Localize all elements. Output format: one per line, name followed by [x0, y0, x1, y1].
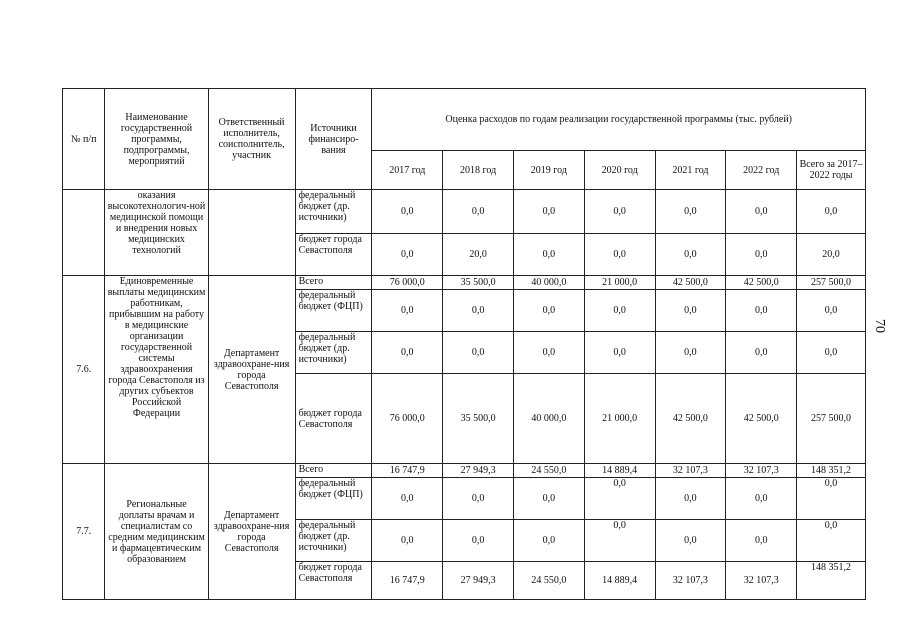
value-cell: 76 000,0	[372, 276, 443, 290]
value-cell: 0,0	[584, 520, 655, 562]
value-cell: 24 550,0	[513, 464, 584, 478]
value-cell: 0,0	[513, 478, 584, 520]
cont-responsible	[208, 190, 295, 276]
value-cell: 0,0	[443, 190, 514, 234]
value-cell: 0,0	[655, 478, 726, 520]
expenses-table	[62, 88, 866, 600]
value-cell: 16 747,9	[372, 562, 443, 600]
header-year: 2018 год	[443, 151, 514, 190]
value-cell: 35 500,0	[443, 276, 514, 290]
header-year: 2022 год	[726, 151, 797, 190]
source-cell: федеральный бюджет (др. источники)	[295, 332, 372, 374]
value-cell: 257 500,0	[797, 374, 866, 464]
value-cell: 0,0	[655, 332, 726, 374]
value-cell: 35 500,0	[443, 374, 514, 464]
section-name: Региональные доплаты врачам и специалистам со средним медицинским и фармацевтическим образованием	[105, 464, 208, 600]
value-cell: 40 000,0	[513, 374, 584, 464]
value-cell: 32 107,3	[726, 562, 797, 600]
value-cell: 0,0	[797, 520, 866, 562]
page-number: 70	[872, 319, 887, 333]
value-cell: 0,0	[372, 290, 443, 332]
source-cell: федеральный бюджет (др. источники)	[295, 520, 372, 562]
header-responsible: Ответственный исполнитель, соисполнитель, участник	[208, 89, 295, 190]
value-cell: 32 107,3	[655, 562, 726, 600]
source-cell: Всего	[295, 464, 372, 478]
value-cell: 0,0	[513, 234, 584, 276]
section-responsible: Департамент здравоохране-ния города Севастополя	[208, 276, 295, 464]
section-num: 7.6.	[63, 276, 105, 464]
value-cell: 148 351,2	[797, 562, 866, 600]
cont-num	[63, 190, 105, 276]
value-cell: 42 500,0	[655, 374, 726, 464]
value-cell: 42 500,0	[655, 276, 726, 290]
value-cell: 0,0	[797, 332, 866, 374]
value-cell: 0,0	[372, 234, 443, 276]
value-cell: 0,0	[655, 520, 726, 562]
source-cell: федеральный бюджет (др. источники)	[295, 190, 372, 234]
value-cell: 0,0	[513, 520, 584, 562]
header-num: № п/п	[63, 89, 105, 190]
value-cell: 0,0	[584, 290, 655, 332]
value-cell: 0,0	[797, 290, 866, 332]
header-estimate: Оценка расходов по годам реализации государственной программы (тыс. рублей)	[372, 89, 866, 151]
value-cell: 0,0	[372, 332, 443, 374]
header-year: 2019 год	[513, 151, 584, 190]
header-year-total: Всего за 2017–2022 годы	[797, 151, 866, 190]
value-cell: 21 000,0	[584, 374, 655, 464]
value-cell: 14 889,4	[584, 562, 655, 600]
value-cell: 0,0	[584, 190, 655, 234]
value-cell: 21 000,0	[584, 276, 655, 290]
value-cell: 0,0	[443, 290, 514, 332]
section-name: Единовременные выплаты медицинским работникам, прибывшим на работу в медицинские организации государственной системы здравоохранения города Севастополя из других субъектов Российской Федерации	[105, 276, 208, 464]
source-cell: бюджет города Севастополя	[295, 562, 372, 600]
value-cell: 40 000,0	[513, 276, 584, 290]
section-responsible: Департамент здравоохране-ния города Севастополя	[208, 464, 295, 600]
header-sources: Источники финансиро-вания	[295, 89, 372, 190]
source-cell: федеральный бюджет (ФЦП)	[295, 290, 372, 332]
value-cell: 20,0	[797, 234, 866, 276]
value-cell: 0,0	[443, 332, 514, 374]
value-cell: 0,0	[797, 478, 866, 520]
value-cell: 42 500,0	[726, 276, 797, 290]
value-cell: 0,0	[372, 478, 443, 520]
value-cell: 0,0	[655, 290, 726, 332]
value-cell: 0,0	[372, 520, 443, 562]
header-year: 2017 год	[372, 151, 443, 190]
value-cell: 0,0	[726, 332, 797, 374]
value-cell: 0,0	[584, 234, 655, 276]
value-cell: 32 107,3	[726, 464, 797, 478]
header-year: 2021 год	[655, 151, 726, 190]
value-cell: 42 500,0	[726, 374, 797, 464]
value-cell: 0,0	[513, 290, 584, 332]
value-cell: 0,0	[655, 234, 726, 276]
value-cell: 20,0	[443, 234, 514, 276]
value-cell: 27 949,3	[443, 464, 514, 478]
source-cell: федеральный бюджет (ФЦП)	[295, 478, 372, 520]
section-num: 7.7.	[63, 464, 105, 600]
source-cell: бюджет города Севастополя	[295, 374, 372, 464]
cont-name: оказания высокотехнологич-ной медицинской помощи и внедрения новых медицинских технологий	[105, 190, 208, 276]
value-cell: 0,0	[797, 190, 866, 234]
header-year: 2020 год	[584, 151, 655, 190]
value-cell: 0,0	[726, 520, 797, 562]
value-cell: 0,0	[726, 290, 797, 332]
value-cell: 0,0	[372, 190, 443, 234]
value-cell: 76 000,0	[372, 374, 443, 464]
value-cell: 16 747,9	[372, 464, 443, 478]
value-cell: 0,0	[726, 234, 797, 276]
value-cell: 0,0	[443, 520, 514, 562]
value-cell: 0,0	[513, 332, 584, 374]
source-cell: Всего	[295, 276, 372, 290]
value-cell: 0,0	[726, 190, 797, 234]
value-cell: 14 889,4	[584, 464, 655, 478]
value-cell: 0,0	[584, 478, 655, 520]
value-cell: 27 949,3	[443, 562, 514, 600]
value-cell: 0,0	[443, 478, 514, 520]
value-cell: 32 107,3	[655, 464, 726, 478]
header-name: Наименование государственной программы, подпрограммы, мероприятий	[105, 89, 208, 190]
value-cell: 0,0	[584, 332, 655, 374]
value-cell: 148 351,2	[797, 464, 866, 478]
value-cell: 0,0	[726, 478, 797, 520]
value-cell: 0,0	[655, 190, 726, 234]
value-cell: 24 550,0	[513, 562, 584, 600]
value-cell: 257 500,0	[797, 276, 866, 290]
value-cell: 0,0	[513, 190, 584, 234]
source-cell: бюджет города Севастополя	[295, 234, 372, 276]
